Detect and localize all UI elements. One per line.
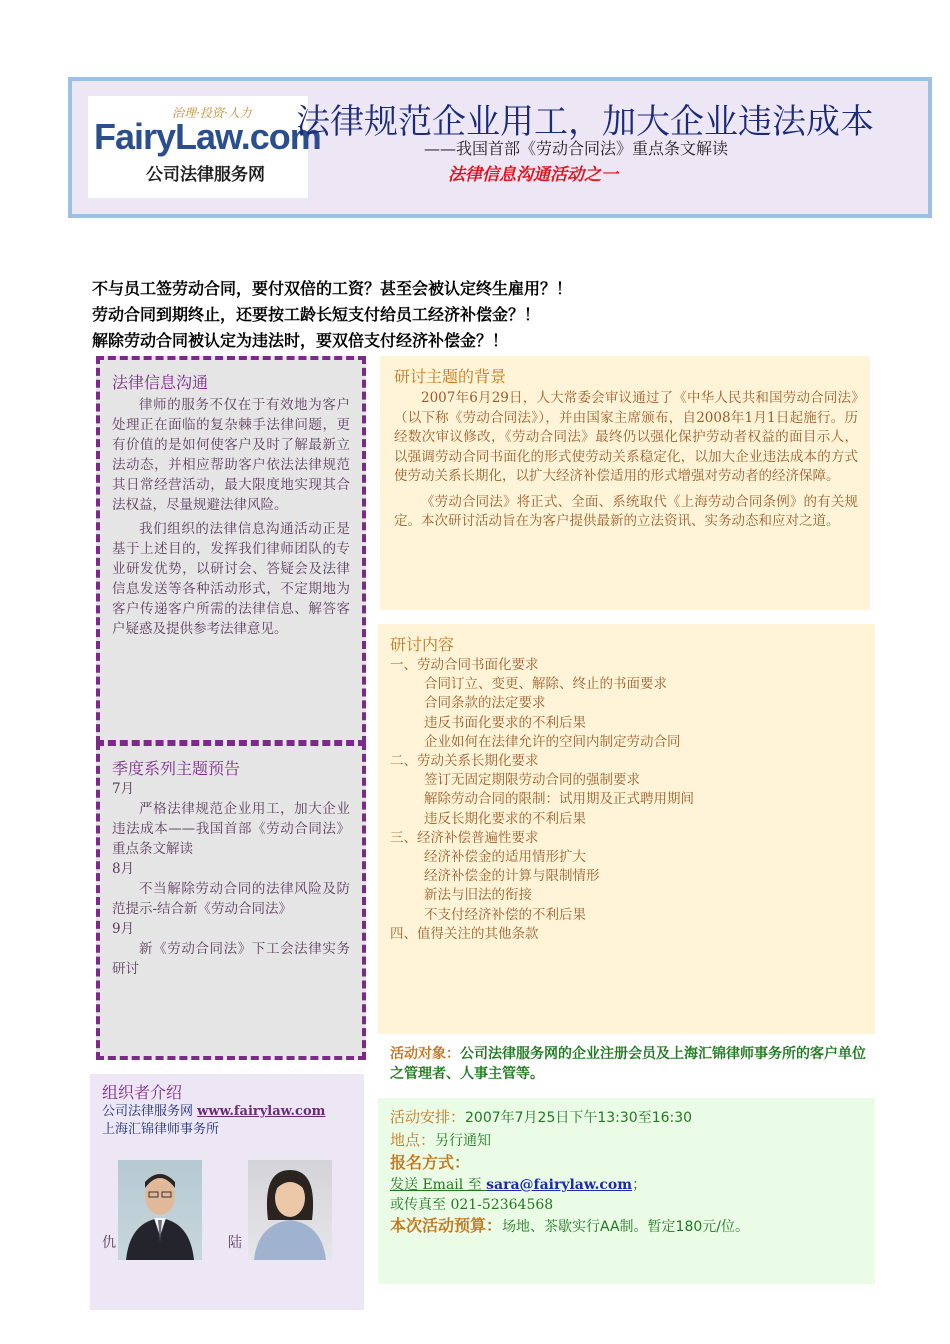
teaser-line: 劳动合同到期终止，还要按工龄长短支付给员工经济补偿金？！ — [92, 305, 541, 324]
logo-subtitle: 公司法律服务网 — [146, 165, 265, 185]
fax-row: 或传真至 021-52364568 — [390, 1197, 554, 1213]
organizer-title: 组织者介绍 — [102, 1083, 183, 1102]
organizer-firm: 上海汇锦律师事务所 — [102, 1122, 220, 1137]
legal-info-paragraph: 律师的服务不仅在于有效地为客户处理正在面临的复杂棘手法律问题，更有价值的是如何使客户及时了解最新立法动态，并相应帮助客户依法法律规范其日常经营活动，最大限度地实现其合法权益，尽量规避法律风险。 — [112, 397, 350, 513]
legal-info-paragraph: 我们组织的法律信息沟通活动正是基于上述目的，发挥我们律师团队的专业研发优势，以研讨会、答疑会及法律信息发送等各种活动形式，不定期地为客户传递客户所需的法律信息、解答客户疑惑及提供参考法律意见。 — [112, 521, 350, 637]
outline-subitem: 企业如何在法律允许的空间内制定劳动合同 — [424, 733, 681, 750]
audience-label: 活动对象： — [390, 1046, 460, 1062]
email-suffix: ； — [632, 1177, 647, 1193]
organizer-website-link[interactable]: www.fairylaw.com — [197, 1104, 326, 1119]
page-subtitle: ——我国首部《劳动合同法》重点条文解读 — [424, 139, 729, 158]
organizer-box — [90, 1074, 364, 1310]
organizer-site-name: 公司法律服务网 — [102, 1104, 198, 1119]
schedule-value: 2007年7月25日下午13:30至16:30 — [465, 1110, 693, 1126]
preview-topic: 不当解除劳动合同的法律风险及防范提示-结合新《劳动合同法》 — [112, 881, 350, 917]
outline-section: 一、劳动合同书面化要求 — [390, 657, 539, 673]
location-value: 另行通知 — [435, 1133, 492, 1149]
quarterly-preview-box — [96, 742, 366, 1060]
outline-subitem: 经济补偿金的计算与限制情形 — [424, 868, 600, 885]
email-link[interactable]: sara@fairylaw.com — [486, 1177, 633, 1193]
legal-info-box — [96, 356, 366, 744]
outline-subitem: 经济补偿金的适用情形扩大 — [424, 849, 586, 866]
page-title: 法律规范企业用工，加大企业违法成本 — [296, 102, 874, 142]
fairylaw-logo[interactable] — [88, 96, 321, 198]
audience-section — [390, 1044, 870, 1084]
location-label: 地点： — [390, 1131, 436, 1149]
email-prefix: 发送 Email 至 — [390, 1177, 487, 1193]
seminar-content-outline — [390, 656, 865, 944]
outline-subitem: 不支付经济补偿的不利后果 — [424, 906, 586, 923]
outline-subitem: 解除劳动合同的限制：试用期及正式聘用期间 — [424, 791, 694, 808]
preview-month: 8月 — [112, 861, 135, 877]
organizer-person-1: 仇 — [102, 1235, 116, 1251]
budget-label: 本次活动预算： — [390, 1216, 503, 1235]
background-box — [380, 356, 870, 610]
background-title: 研讨主题的背景 — [394, 367, 507, 386]
organizer-person-2: 陆 — [228, 1235, 242, 1251]
audience-text: 公司法律服务网的企业注册会员及上海汇锦律师事务所的客户单位之管理者、人事主管等。 — [390, 1046, 866, 1082]
outline-subitem: 合同订立、变更、解除、终止的书面要求 — [424, 676, 667, 693]
preview-topic: 严格法律规范企业用工，加大企业违法成本——我国首部《劳动合同法》重点条文解读 — [112, 801, 350, 857]
logo-tagline: 治理·投资·人力 — [172, 106, 252, 120]
quarterly-preview-title: 季度系列主题预告 — [112, 759, 241, 778]
signup-label: 报名方式： — [390, 1153, 471, 1172]
preview-month: 7月 — [112, 781, 135, 797]
outline-section: 三、经济补偿普遍性要求 — [390, 829, 539, 846]
signup-row — [390, 1152, 865, 1174]
background-paragraph: 《劳动合同法》将正式、全面、系统取代《上海劳动合同条例》的有关规定。本次研讨活动旨在为客户提供最新的立法资讯、实务动态和应对之道。 — [394, 493, 858, 529]
outline-subitem: 合同条款的法定要求 — [424, 695, 546, 712]
logo-brand: FairyLaw.com — [94, 116, 321, 157]
seminar-content-box — [378, 624, 875, 1034]
schedule-row — [390, 1106, 865, 1129]
schedule-label: 活动安排： — [390, 1108, 466, 1126]
budget-value: 场地、茶歇实行AA制。暂定180元/位。 — [502, 1219, 749, 1235]
outline-subitem: 违反长期化要求的不利后果 — [424, 810, 586, 827]
lawyer-photo-male — [118, 1160, 202, 1260]
teaser-line: 解除劳动合同被认定为违法时，要双倍支付经济补偿金？！ — [92, 331, 509, 350]
outline-subitem: 违反书面化要求的不利后果 — [424, 714, 586, 731]
background-paragraph: 2007年6月29日，人大常委会审议通过了《中华人民共和国劳动合同法》（以下称《劳动合同法》），并由国家主席颁布，自2008年1月1日起施行。历经数次审议修改，《劳动合同法》最终仍以强化保护劳动者权益的面目示人，以强调劳动合同书面化的形式使劳动关系稳定化，以加大企业违法成本的方式使劳动关系长期化，以扩大经济补偿适用的形式增强对劳动者的经济保障。 — [394, 390, 858, 484]
legal-info-title: 法律信息沟通 — [112, 373, 209, 392]
preview-topic: 新《劳动合同法》下工会法律实务研讨 — [112, 941, 350, 977]
organizer-line — [102, 1103, 352, 1121]
teaser-line: 不与员工签劳动合同，要付双倍的工资？甚至会被认定终生雇用？！ — [92, 279, 573, 298]
seminar-content-title: 研讨内容 — [390, 635, 455, 654]
arrangement-box — [378, 1098, 875, 1284]
location-row — [390, 1129, 865, 1152]
lawyer-photo-female — [248, 1160, 332, 1260]
budget-row — [390, 1215, 865, 1238]
email-row — [390, 1174, 865, 1195]
preview-month: 9月 — [112, 921, 135, 937]
outline-subitem: 新法与旧法的衔接 — [424, 887, 532, 904]
outline-section: 二、劳动关系长期化要求 — [390, 753, 539, 770]
outline-section: 四、值得关注的其他条款 — [390, 925, 539, 942]
outline-subitem: 签订无固定期限劳动合同的强制要求 — [424, 772, 640, 789]
series-label: 法律信息沟通活动之一 — [448, 165, 618, 185]
